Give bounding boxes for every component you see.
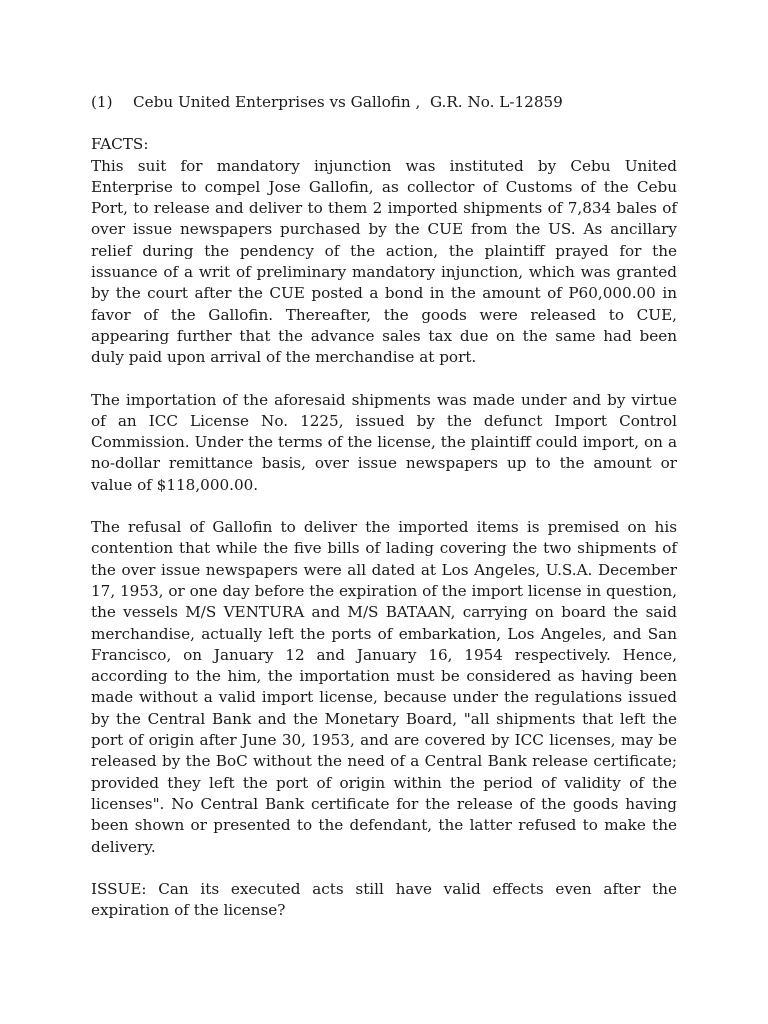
case-heading (91, 92, 677, 113)
document-body (91, 92, 677, 921)
issue-paragraph: ISSUE: Can its executed acts still have valid effects even after the expiration of the license? (91, 879, 677, 920)
facts-paragraph-3: The refusal of Gallofin to deliver the imported items is premised on his contention that while the five bills of lading covering the two shipments of the over issue newspapers were all dated at Los Angeles, U.S.A. December 17, 1953, or one day before the expiration of the import license in question, the vessels M/S VENTURA and M/S BATAAN, carrying on board the said merchandise, actually left the ports of embarkation, Los Angeles, and San Francisco, on January 12 and January 16, 1954 respectively. Hence, according to the him, the importation must be considered as having been made without a valid import license, because under the regulations issued by the Central Bank and the Monetary Board, "all shipments that left the port of origin after June 30, 1953, and are covered by ICC licenses, may be released by the BoC without the need of a Central Bank release certificate; provided they left the port of origin within the period of validity of the licenses". No Central Bank certificate for the release of the goods having been shown or presented to the defendant, the latter refused to make the delivery. (91, 518, 677, 856)
facts-paragraph-1: This suit for mandatory injunction was instituted by Cebu United Enterprise to compel Jose Gallofin, as collector of Customs of the Cebu Port, to release and deliver to them 2 imported shipments of 7,834 bales of over issue newspapers purchased by the CUE from the US. As ancillary relief during the pendency of the action, the plaintiff prayed for the issuance of a writ of preliminary mandatory injunction, which was granted by the court after the CUE posted a bond in the amount of P60,000.00 in favor of the Gallofin. Thereafter, the goods were released to CUE, appearing further that the advance sales tax due on the same had been duly paid upon arrival of the merchandise at port. (91, 156, 677, 367)
case-title: Cebu United Enterprises vs Gallofin , G.R. No. L-12859 (133, 93, 563, 111)
case-number: (1) (91, 93, 113, 111)
facts-label: FACTS: (91, 135, 149, 154)
facts-paragraph-2: The importation of the aforesaid shipments was made under and by virtue of an ICC License No. 1225, issued by the defunct Import Control Commission. Under the terms of the license, the plaintiff could import, on a no-dollar remittance basis, over issue newspapers up to the amount or value of $118,000.00. (91, 390, 677, 494)
